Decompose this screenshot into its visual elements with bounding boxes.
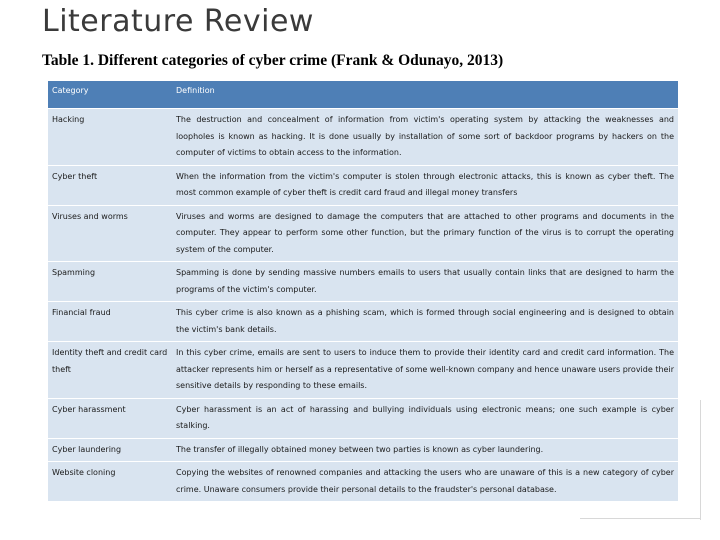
category-cell: Financial fraud — [48, 302, 172, 342]
table-row — [48, 398, 678, 438]
slide-title: Literature Review — [42, 4, 314, 39]
decorative-bottom-line — [580, 518, 700, 519]
definition-cell: Copying the websites of renowned companies and attacking the users who are unaware of this is a new category of cyber crime. Unaware consumers provide their personal details to the fraudster's personal database. — [172, 462, 678, 502]
definition-cell: The transfer of illegally obtained money between two parties is known as cyber laundering. — [172, 438, 678, 462]
table-caption: Table 1. Different categories of cyber crime (Frank & Odunayo, 2013) — [42, 52, 504, 69]
category-cell: Cyber theft — [48, 165, 172, 205]
cyber-crime-table-container — [48, 81, 678, 501]
column-header-category: Category — [48, 81, 172, 109]
table-row — [48, 462, 678, 502]
definition-cell: Cyber harassment is an act of harassing and bullying individuals using electronic means; one such example is cyber stalking. — [172, 398, 678, 438]
category-cell: Website cloning — [48, 462, 172, 502]
table-row — [48, 165, 678, 205]
table-header-row — [48, 81, 678, 109]
category-cell: Hacking — [48, 109, 172, 166]
definition-cell: The destruction and concealment of information from victim's operating system by attacking the weaknesses and loopholes is known as hacking. It is done usually by installation of some sort of backdoor programs by hackers on the computer of victims to obtain access to the information. — [172, 109, 678, 166]
table-row — [48, 109, 678, 166]
category-cell: Spamming — [48, 262, 172, 302]
category-cell: Identity theft and credit card theft — [48, 342, 172, 399]
table-row — [48, 302, 678, 342]
category-cell: Cyber laundering — [48, 438, 172, 462]
table-row — [48, 262, 678, 302]
category-cell: Cyber harassment — [48, 398, 172, 438]
table-row — [48, 438, 678, 462]
definition-cell: Spamming is done by sending massive numbers emails to users that usually contain links that are designed to harm the programs of the victim's computer. — [172, 262, 678, 302]
definition-cell: This cyber crime is also known as a phishing scam, which is formed through social engineering and is designed to obtain the victim's bank details. — [172, 302, 678, 342]
decorative-side-line — [700, 400, 701, 520]
definition-cell: When the information from the victim's computer is stolen through electronic attacks, this is known as cyber theft. The most common example of cyber theft is credit card fraud and illegal money transfers — [172, 165, 678, 205]
category-cell: Viruses and worms — [48, 205, 172, 262]
definition-cell: Viruses and worms are designed to damage the computers that are attached to other programs and documents in the computer. They appear to perform some other function, but the primary function of the virus is to corrupt the operating system of the computer. — [172, 205, 678, 262]
cyber-crime-table — [48, 81, 678, 501]
table-row — [48, 205, 678, 262]
column-header-definition: Definition — [172, 81, 678, 109]
table-row — [48, 342, 678, 399]
definition-cell: In this cyber crime, emails are sent to users to induce them to provide their identity card and credit card information. The attacker represents him or herself as a representative of some well-known company and hence unaware users provide their sensitive details by responding to these emails. — [172, 342, 678, 399]
